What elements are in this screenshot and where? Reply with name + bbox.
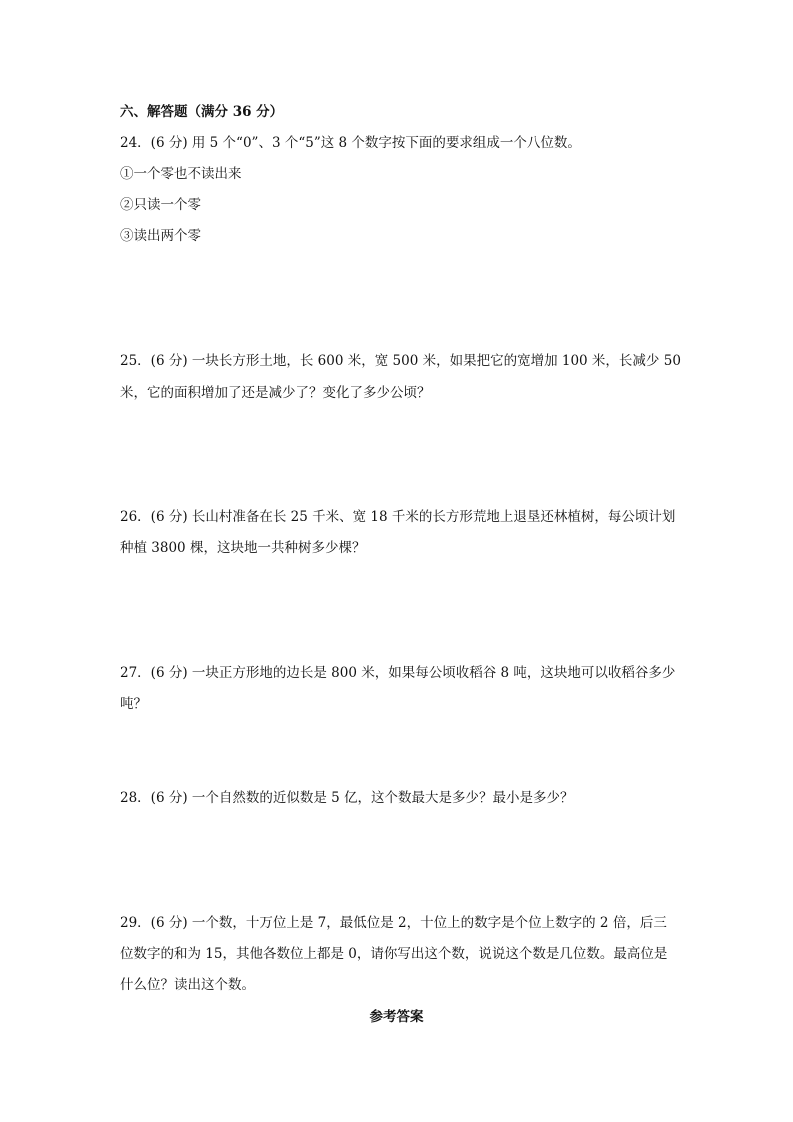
section-heading: 六、解答题（满分 36 分） bbox=[120, 104, 284, 120]
answers-heading: 参考答案 bbox=[369, 1009, 424, 1025]
question-24-text: 24．(6 分) 用 5 个“0”、3 个“5”这 8 个数字按下面的要求组成一个八位数。 bbox=[120, 135, 581, 151]
question-26-text-line-1: 26．(6 分) 长山村准备在长 25 千米、宽 18 千米的长方形荒地上退垦还林植树，每公顷计划 bbox=[120, 509, 676, 525]
question-29-text-line-1: 29．(6 分) 一个数，十万位上是 7，最低位是 2，十位上的数字是个位上数字的 2 倍，后三 bbox=[120, 915, 667, 931]
question-27-text-line-1: 27．(6 分) 一块正方形地的边长是 800 米，如果每公顷收稻谷 8 吨，这块地可以收稻谷多少 bbox=[120, 665, 676, 681]
question-24-item-1: ①一个零也不读出来 bbox=[120, 166, 242, 182]
question-29-text-line-2: 位数字的和为 15，其他各数位上都是 0，请你写出这个数，说说这个数是几位数。最高位是 bbox=[120, 946, 668, 962]
question-25-text-line-1: 25．(6 分) 一块长方形土地，长 600 米，宽 500 米，如果把它的宽增加 100 米，长减少 50 bbox=[120, 353, 681, 369]
question-25-text-line-2: 米，它的面积增加了还是减少了？变化了多少公顷？ bbox=[120, 385, 431, 401]
question-28-text: 28．(6 分) 一个自然数的近似数是 5 亿，这个数最大是多少？最小是多少？ bbox=[120, 790, 574, 806]
question-24-item-3: ③读出两个零 bbox=[120, 228, 201, 244]
question-24-item-2: ②只读一个零 bbox=[120, 197, 201, 213]
question-29-text-line-3: 什么位？读出这个数。 bbox=[120, 977, 255, 993]
question-26-text-line-2: 种植 3800 棵，这块地一共种树多少棵？ bbox=[120, 540, 366, 556]
question-27-text-line-2: 吨？ bbox=[120, 696, 147, 712]
